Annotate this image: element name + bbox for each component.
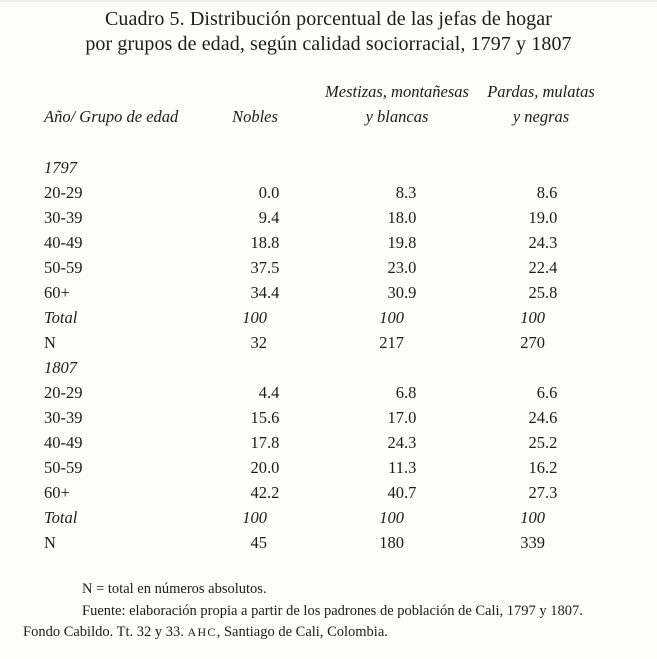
table-row-30-39 (0, 405, 657, 430)
cell-decimal-part (267, 305, 280, 330)
cell-integer-part: 339 (520, 533, 545, 552)
row-label: 60+ (44, 283, 70, 302)
note-archive-ahc: AHC (187, 625, 217, 639)
row-label: 30-39 (44, 408, 83, 427)
column-header-nobles: Nobles (232, 107, 278, 126)
cell-nobles (190, 430, 280, 455)
cell-pardas (468, 530, 558, 555)
cell-integer-part: 180 (379, 533, 404, 552)
note-archive-pre: Fondo Cabildo. Tt. 32 y 33. (23, 624, 188, 640)
cell-mestizas (327, 430, 417, 455)
cell-integer-part: 20 (250, 458, 267, 477)
cell-decimal-part (545, 155, 558, 180)
cell-decimal-part: .6 (545, 383, 558, 402)
cell-decimal-part (545, 355, 558, 380)
cell-nobles (190, 330, 280, 355)
table-row-n (0, 330, 657, 355)
cell-decimal-part (545, 530, 558, 555)
column-header-age-group: Año/ Grupo de edad (44, 107, 179, 126)
cell-nobles (190, 530, 280, 555)
cell-integer-part: 17 (250, 433, 267, 452)
cell-decimal-part: .3 (404, 183, 417, 202)
cell-decimal-part (404, 155, 417, 180)
cell-mestizas (327, 505, 417, 530)
scan-edge-artifact (0, 0, 657, 2)
cell-integer-part: 0 (258, 183, 267, 202)
cell-mestizas (327, 455, 417, 480)
cell-decimal-part: .4 (267, 383, 280, 402)
cell-mestizas (327, 280, 417, 305)
cell-decimal-part: .8 (267, 233, 280, 252)
cell-decimal-part: .0 (404, 258, 417, 277)
column-header-mestizas-line-2: y blancas (365, 107, 429, 126)
cell-decimal-part: .3 (545, 233, 558, 252)
note-archive (23, 622, 643, 644)
table-title-line-1: Cuadro 5. Distribución porcentual de las jefas de hogar (104, 8, 553, 30)
cell-decimal-part: .3 (404, 433, 417, 452)
cell-integer-part: 100 (520, 508, 545, 527)
table-row-50-59 (0, 455, 657, 480)
cell-mestizas (327, 330, 417, 355)
cell-decimal-part: .2 (545, 458, 558, 477)
cell-integer-part: 45 (250, 533, 267, 552)
row-label: Total (44, 308, 78, 327)
column-header-pardas (451, 79, 631, 129)
cell-mestizas (327, 480, 417, 505)
table-title (0, 7, 657, 56)
cell-decimal-part (404, 505, 417, 530)
cell-nobles (190, 480, 280, 505)
cell-decimal-part (267, 330, 280, 355)
cell-mestizas (327, 530, 417, 555)
table-row-total (0, 505, 657, 530)
cell-pardas (468, 480, 558, 505)
row-label: Total (44, 508, 78, 527)
cell-pardas (468, 505, 558, 530)
cell-decimal-part (404, 355, 417, 380)
cell-nobles (190, 355, 280, 380)
table-notes (23, 579, 643, 644)
cell-integer-part: 4 (258, 383, 267, 402)
cell-pardas (468, 405, 558, 430)
cell-integer-part: 11 (388, 458, 404, 477)
table-row-total (0, 305, 657, 330)
cell-nobles (190, 455, 280, 480)
table-row-1807 (0, 355, 657, 380)
cell-decimal-part: .3 (404, 458, 417, 477)
cell-decimal-part: .8 (404, 383, 417, 402)
cell-pardas (468, 330, 558, 355)
cell-integer-part: 100 (379, 508, 404, 527)
cell-pardas (468, 205, 558, 230)
cell-integer-part: 24 (387, 433, 404, 452)
cell-decimal-part: .4 (267, 283, 280, 302)
cell-mestizas (327, 180, 417, 205)
row-label: 40-49 (44, 233, 83, 252)
row-label: N (44, 533, 56, 552)
cell-integer-part: 16 (528, 458, 545, 477)
cell-decimal-part: .0 (545, 208, 558, 227)
cell-integer-part: 25 (528, 433, 545, 452)
row-label: 1807 (44, 358, 77, 377)
cell-mestizas (327, 205, 417, 230)
cell-decimal-part (404, 530, 417, 555)
cell-integer-part: 18 (250, 233, 267, 252)
row-label: 40-49 (44, 433, 83, 452)
cell-mestizas (327, 380, 417, 405)
cell-decimal-part (267, 530, 280, 555)
cell-integer-part: 8 (536, 183, 545, 202)
table-row-20-29 (0, 180, 657, 205)
cell-nobles (190, 255, 280, 280)
cell-mestizas (327, 405, 417, 430)
cell-mestizas (327, 255, 417, 280)
note-archive-post: , Santiago de Cali, Colombia. (216, 624, 388, 640)
cell-integer-part: 37 (250, 258, 267, 277)
row-label: N (44, 333, 56, 352)
cell-integer-part: 24 (528, 408, 545, 427)
cell-integer-part: 100 (242, 308, 267, 327)
table-row-n (0, 530, 657, 555)
column-header-pardas-line-2: y negras (512, 107, 570, 126)
row-label: 20-29 (44, 183, 83, 202)
cell-decimal-part: .8 (404, 233, 417, 252)
cell-decimal-part: .8 (545, 283, 558, 302)
cell-pardas (468, 355, 558, 380)
cell-decimal-part (404, 305, 417, 330)
cell-nobles (190, 380, 280, 405)
cell-integer-part: 17 (387, 408, 404, 427)
cell-decimal-part (267, 505, 280, 530)
cell-integer-part: 18 (387, 208, 404, 227)
cell-nobles (190, 405, 280, 430)
cell-pardas (468, 305, 558, 330)
row-label: 1797 (44, 158, 77, 177)
cell-integer-part: 22 (528, 258, 545, 277)
cell-decimal-part (267, 155, 280, 180)
note-n-definition: N = total en números absolutos. (82, 581, 267, 597)
cell-mestizas (327, 155, 417, 180)
cell-decimal-part (545, 505, 558, 530)
cell-pardas (468, 155, 558, 180)
cell-integer-part: 24 (528, 233, 545, 252)
row-label: 60+ (44, 483, 70, 502)
cell-integer-part: 23 (387, 258, 404, 277)
table-row-40-49 (0, 430, 657, 455)
cell-integer-part: 6 (536, 383, 545, 402)
cell-mestizas (327, 230, 417, 255)
cell-decimal-part (545, 330, 558, 355)
cell-mestizas (327, 355, 417, 380)
row-label: 20-29 (44, 383, 83, 402)
cell-integer-part: 100 (242, 508, 267, 527)
cell-pardas (468, 455, 558, 480)
cell-pardas (468, 280, 558, 305)
cell-decimal-part: .3 (545, 483, 558, 502)
cell-decimal-part: .6 (267, 408, 280, 427)
cell-decimal-part (267, 355, 280, 380)
cell-decimal-part: .9 (404, 283, 417, 302)
cell-decimal-part: .6 (545, 408, 558, 427)
cell-integer-part: 42 (250, 483, 267, 502)
cell-decimal-part: .5 (267, 258, 280, 277)
cell-integer-part: 19 (528, 208, 545, 227)
cell-nobles (190, 305, 280, 330)
cell-nobles (190, 280, 280, 305)
cell-nobles (190, 205, 280, 230)
cell-integer-part: 100 (379, 308, 404, 327)
cell-decimal-part: .2 (267, 483, 280, 502)
cell-nobles (190, 505, 280, 530)
cell-decimal-part: .0 (404, 208, 417, 227)
cell-pardas (468, 180, 558, 205)
cell-integer-part: 32 (250, 333, 267, 352)
cell-pardas (468, 430, 558, 455)
cell-pardas (468, 230, 558, 255)
table-row-40-49 (0, 230, 657, 255)
cell-integer-part: 6 (395, 383, 404, 402)
cell-decimal-part: .2 (545, 433, 558, 452)
table-row-60- (0, 480, 657, 505)
cell-decimal-part: .0 (267, 183, 280, 202)
cell-pardas (468, 255, 558, 280)
cell-integer-part: 217 (379, 333, 404, 352)
cell-decimal-part: .6 (545, 183, 558, 202)
cell-integer-part: 19 (387, 233, 404, 252)
row-label: 30-39 (44, 208, 83, 227)
table-row-30-39 (0, 205, 657, 230)
column-header-pardas-line-1: Pardas, mulatas (487, 82, 595, 101)
cell-decimal-part: .4 (545, 258, 558, 277)
cell-decimal-part: .8 (267, 433, 280, 452)
row-label: 50-59 (44, 258, 83, 277)
cell-integer-part: 270 (520, 333, 545, 352)
note-source: Fuente: elaboración propia a partir de los padrones de población de Cali, 1797 y 1807. (82, 602, 583, 619)
cell-integer-part: 100 (520, 308, 545, 327)
cell-nobles (190, 180, 280, 205)
cell-decimal-part: .0 (404, 408, 417, 427)
cell-nobles (190, 230, 280, 255)
table-row-20-29 (0, 380, 657, 405)
cell-integer-part: 25 (528, 283, 545, 302)
cell-integer-part: 27 (528, 483, 545, 502)
cell-nobles (190, 155, 280, 180)
table-title-line-2: por grupos de edad, según calidad sociorracial, 1797 y 1807 (85, 32, 572, 55)
cell-pardas (468, 380, 558, 405)
cell-integer-part: 15 (250, 408, 267, 427)
cell-decimal-part: .0 (267, 458, 280, 477)
cell-integer-part: 40 (387, 483, 404, 502)
cell-decimal-part (404, 330, 417, 355)
cell-integer-part: 9 (258, 208, 267, 227)
table-row-50-59 (0, 255, 657, 280)
row-label: 50-59 (44, 458, 83, 477)
column-header-mestizas-line-1: Mestizas, montañesas (325, 82, 469, 101)
cell-decimal-part: .4 (267, 208, 280, 227)
cell-decimal-part (545, 305, 558, 330)
cell-decimal-part: .7 (404, 483, 417, 502)
cell-integer-part: 8 (395, 183, 404, 202)
cell-mestizas (327, 305, 417, 330)
table-row-1797 (0, 155, 657, 180)
table-body (0, 155, 657, 555)
cell-integer-part: 30 (387, 283, 404, 302)
table-row-60- (0, 280, 657, 305)
cell-integer-part: 34 (250, 283, 267, 302)
